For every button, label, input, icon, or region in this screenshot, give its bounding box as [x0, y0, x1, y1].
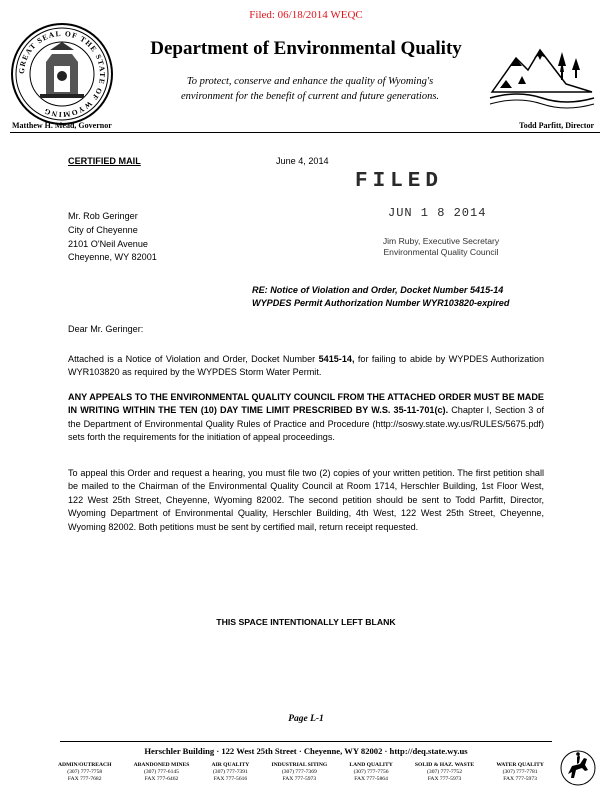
division-column	[134, 762, 190, 782]
division-name: ADMIN/OUTREACH	[58, 762, 112, 768]
svg-text:GREAT SEAL OF THE STATE OF WYO: GREAT SEAL OF THE STATE OF WYOMING	[16, 28, 108, 120]
division-phone: (307) 777-7391	[212, 768, 248, 775]
page-number: Page L-1	[288, 714, 324, 724]
recipient-address	[68, 210, 157, 265]
footer-divisions	[58, 762, 544, 782]
landscape-logo-icon	[488, 36, 596, 112]
division-fax: FAX 777-6462	[144, 775, 179, 782]
division-column	[496, 762, 544, 782]
division-phone: (307) 777-7756	[353, 768, 389, 775]
division-fax: FAX 777-5973	[282, 775, 317, 782]
subject-line	[252, 284, 509, 310]
address-line: Mr. Rob Geringer	[68, 211, 138, 221]
certified-mail-label: CERTIFIED MAIL	[68, 156, 141, 166]
division-column	[58, 762, 111, 782]
paragraph-notice	[68, 353, 544, 380]
division-column	[271, 762, 327, 782]
letter-date: June 4, 2014	[276, 156, 329, 166]
division-name: AIR QUALITY	[211, 762, 250, 768]
division-phone: (307) 777-7781	[502, 768, 538, 775]
director-name: Todd Parfitt, Director	[519, 121, 594, 130]
filed-stamp-title: FILED	[355, 170, 444, 193]
subject-line-1: RE: Notice of Violation and Order, Docket Number 5415-14	[252, 285, 504, 295]
wyoming-seal-icon	[10, 22, 114, 126]
division-name: ABANDONED MINES	[133, 762, 190, 768]
division-fax: FAX 777-5973	[427, 775, 462, 782]
division-name: SOLID & HAZ. WASTE	[414, 762, 475, 768]
division-column	[212, 762, 250, 782]
paragraph-appeals	[68, 391, 544, 445]
footer-divider	[60, 741, 552, 742]
para1-text-c: for failing to abide by WYPDES Authorization WYR103820 as required by the WYPDES Storm Water Permit.	[68, 354, 544, 378]
governor-name: Matthew H. Mead, Governor	[12, 121, 112, 130]
division-phone: (307) 777-7369	[281, 768, 317, 775]
motto-line-2: environment for the benefit of current and future generations.	[180, 91, 440, 102]
address-line: Cheyenne, WY 82001	[68, 252, 157, 263]
bucking-horse-icon	[560, 748, 596, 788]
motto-line-1: To protect, conserve and enhance the quality of Wyoming's	[186, 76, 434, 87]
division-phone: (307) 777-7758	[67, 768, 103, 775]
footer-address: Herschler Building · 122 West 25th Street · Cheyenne, WY 82002 · http://deq.state.wy.us	[144, 746, 468, 756]
header-divider	[10, 132, 600, 133]
filed-stamp-signatory	[356, 236, 526, 258]
division-fax: FAX 777-5864	[354, 775, 388, 782]
appeals-rules-text: Chapter I, Section 3 of the Department of Environmental Quality Rules of Practice and Procedure (http://soswy.state.wy.us/RULES/5675.pdf) sets forth the requirements for the initiation of appeal proceedings.	[68, 405, 545, 443]
blank-space-notice: THIS SPACE INTENTIONALLY LEFT BLANK	[216, 617, 396, 627]
department-motto	[150, 74, 470, 104]
filed-stamp-header: Filed: 06/18/2014 WEQC	[249, 9, 363, 21]
filed-stamp-date: JUN 1 8 2014	[388, 206, 487, 220]
division-fax: FAX 777-7682	[67, 775, 102, 782]
division-name: LAND QUALITY	[349, 762, 393, 768]
division-column	[349, 762, 392, 782]
paragraph-petition: To appeal this Order and request a hearing, you must file two (2) copies of your written petition. The first petition shall be mailed to the Chairman of the Environmental Quality Council at Room 1714, Herschler Building, 1st Floor West, 122 West 25th Street, Cheyenne, Wyoming 82002. The second petition should be sent to Todd Parfitt, Director, Wyoming Department of Environmental Quality, Herschler Building, 4th West, 122 West 25th Street, Cheyenne, Wyoming 82002. Both petitions must be sent by certified mail, return receipt requested.	[68, 468, 544, 532]
division-phone: (307) 777-7752	[427, 768, 463, 775]
division-name: INDUSTRIAL SITING	[271, 762, 328, 768]
filed-stamp-name: Jim Ruby, Executive Secretary	[382, 236, 500, 246]
appeals-warning: ANY APPEALS TO THE ENVIRONMENTAL QUALITY COUNCIL FROM THE ATTACHED ORDER MUST BE MADE IN WRITING WITHIN THE TEN (10) DAY TIME LIMIT PRESCRIBED BY W.S. 35-11-701(c).	[68, 392, 544, 416]
address-line: 2101 O'Neil Avenue	[68, 238, 148, 249]
department-title: Department of Environmental Quality	[150, 38, 462, 59]
filed-stamp-council: Environmental Quality Council	[383, 247, 499, 257]
division-name: WATER QUALITY	[496, 762, 544, 768]
docket-number: 5415-14,	[318, 354, 355, 364]
division-fax: FAX 777-5973	[503, 775, 537, 782]
para1-text-a: Attached is a Notice of Violation and Order, Docket Number	[68, 354, 319, 364]
salutation: Dear Mr. Geringer:	[68, 324, 144, 334]
division-column	[415, 762, 474, 782]
division-phone: (307) 777-6145	[144, 768, 179, 775]
address-line: City of Cheyenne	[68, 224, 138, 235]
subject-line-2: WYPDES Permit Authorization Number WYR103820-expired	[252, 298, 510, 309]
division-fax: FAX 777-5616	[213, 775, 248, 782]
